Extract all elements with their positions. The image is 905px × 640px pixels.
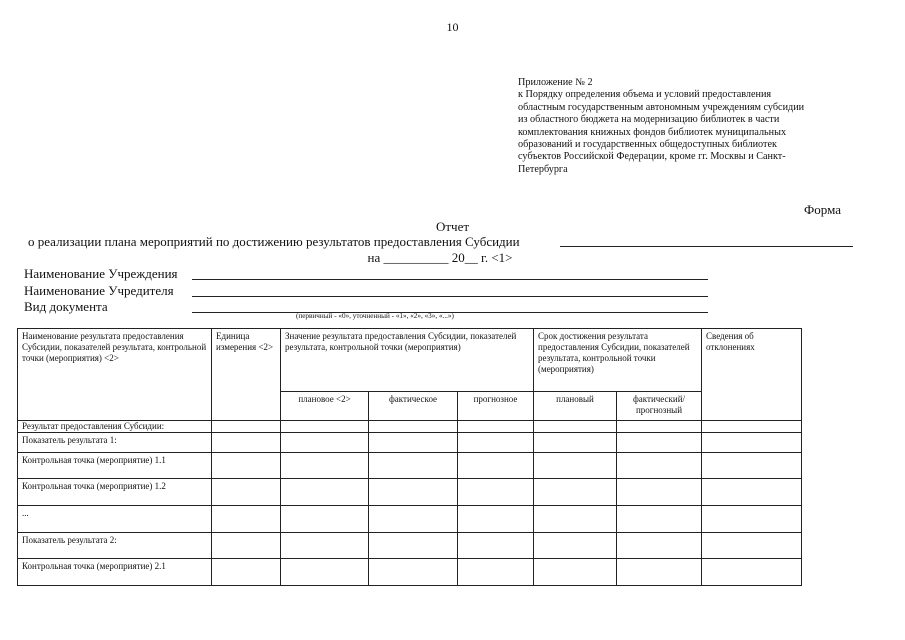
appendix-line: из областного бюджета на модернизацию библиотек в части <box>518 114 780 126</box>
table-cell[interactable] <box>702 559 802 586</box>
row-label: Контрольная точка (мероприятие) 2.1 <box>18 559 212 586</box>
table-cell[interactable] <box>458 479 534 506</box>
table-cell[interactable] <box>617 453 702 479</box>
header-deviations: Сведения об отклонениях <box>702 329 802 421</box>
table-cell[interactable] <box>534 453 617 479</box>
table-cell[interactable] <box>212 433 281 453</box>
institution-field[interactable] <box>192 279 708 280</box>
table-cell[interactable] <box>369 533 458 559</box>
header-actual-value: фактическое <box>369 392 458 421</box>
table-cell[interactable] <box>702 453 802 479</box>
table-cell[interactable] <box>702 433 802 453</box>
table-row <box>18 433 802 453</box>
table-cell[interactable] <box>212 479 281 506</box>
founder-label: Наименование Учредителя <box>24 283 174 298</box>
table-cell[interactable] <box>534 533 617 559</box>
doc-type-note: (первичный - «0», уточненный - «1», «2», «3», «...») <box>296 312 454 320</box>
table-cell[interactable] <box>369 421 458 433</box>
table-cell[interactable] <box>369 453 458 479</box>
table-row <box>18 533 802 559</box>
report-title: Отчет <box>435 219 470 234</box>
table-cell[interactable] <box>281 506 369 533</box>
table-row <box>18 506 802 533</box>
doc-type-label: Вид документа <box>24 299 108 314</box>
table-cell[interactable] <box>281 433 369 453</box>
table-cell[interactable] <box>281 533 369 559</box>
report-table <box>17 328 802 586</box>
table-cell[interactable] <box>369 433 458 453</box>
row-label: Показатель результата 2: <box>18 533 212 559</box>
table-cell[interactable] <box>702 479 802 506</box>
table-cell[interactable] <box>281 453 369 479</box>
table-row <box>18 421 802 433</box>
table-cell[interactable] <box>617 533 702 559</box>
page-number: 10 <box>446 20 459 34</box>
table-cell[interactable] <box>617 506 702 533</box>
header-value-group: Значение результата предоставления Субсидии, показателей результата, контрольной точки (мероприятия) <box>281 329 534 392</box>
table-cell[interactable] <box>281 559 369 586</box>
row-label: Контрольная точка (мероприятие) 1.2 <box>18 479 212 506</box>
row-label: ... <box>18 506 212 533</box>
table-cell[interactable] <box>212 506 281 533</box>
table-cell[interactable] <box>617 479 702 506</box>
table-cell[interactable] <box>702 533 802 559</box>
table-cell[interactable] <box>212 533 281 559</box>
table-cell[interactable] <box>212 421 281 433</box>
appendix-line: к Порядку определения объема и условий предоставления <box>518 89 772 101</box>
row-label: Контрольная точка (мероприятие) 1.1 <box>18 453 212 479</box>
header-result-name: Наименование результата предоставления Субсидии, показателей результата, контрольной точки (мероприятия) <2> <box>18 329 212 421</box>
table-cell[interactable] <box>702 421 802 433</box>
table-cell[interactable] <box>369 479 458 506</box>
report-subtitle: о реализации плана мероприятий по достижению результатов предоставления Субсидии <box>28 234 520 249</box>
table-cell[interactable] <box>458 506 534 533</box>
table-cell[interactable] <box>212 453 281 479</box>
appendix-line: областным государственным автономным учреждениям субсидии <box>518 101 805 113</box>
appendix-line: образований и государственных общедоступных библиотек <box>518 139 777 151</box>
header-actual-forecast-deadline: фактический/ прогнозный <box>617 392 702 421</box>
appendix-line: субъектов Российской Федерации, кроме гг. Москвы и Санкт- <box>518 151 786 163</box>
table-cell[interactable] <box>458 421 534 433</box>
table-cell[interactable] <box>702 506 802 533</box>
table-cell[interactable] <box>458 559 534 586</box>
header-planned-deadline: плановый <box>534 392 617 421</box>
row-label: Результат предоставления Субсидии: <box>18 421 212 433</box>
header-forecast-value: прогнозное <box>458 392 534 421</box>
table-cell[interactable] <box>617 421 702 433</box>
appendix-line: Петербурга <box>518 163 568 175</box>
institution-label: Наименование Учреждения <box>24 266 178 281</box>
table-cell[interactable] <box>534 421 617 433</box>
header-unit: Единица измерения <2> <box>212 329 281 421</box>
header-planned-value: плановое <2> <box>281 392 369 421</box>
table-cell[interactable] <box>458 533 534 559</box>
form-label: Форма <box>804 202 841 217</box>
appendix-block <box>518 77 858 176</box>
row-label: Показатель результата 1: <box>18 433 212 453</box>
founder-field[interactable] <box>192 296 708 297</box>
table-cell[interactable] <box>369 506 458 533</box>
table-row <box>18 479 802 506</box>
report-date-line: на __________ 20__ г. <1> <box>367 250 513 265</box>
table-cell[interactable] <box>458 433 534 453</box>
table-cell[interactable] <box>534 559 617 586</box>
table-cell[interactable] <box>369 559 458 586</box>
table-cell[interactable] <box>458 453 534 479</box>
table-row <box>18 453 802 479</box>
table-cell[interactable] <box>617 559 702 586</box>
table-cell[interactable] <box>617 433 702 453</box>
table-cell[interactable] <box>534 479 617 506</box>
header-deadline-group: Срок достижения результата предоставления Субсидии, показателей результата, контрольной точки (мероприятия) <box>534 329 702 392</box>
appendix-line: комплектования книжных фондов библиотек муниципальных <box>518 126 787 138</box>
appendix-line: Приложение № 2 <box>518 77 593 88</box>
table-cell[interactable] <box>534 433 617 453</box>
subsidy-name-blank[interactable] <box>560 246 853 247</box>
table-cell[interactable] <box>534 506 617 533</box>
table-row <box>18 559 802 586</box>
table-cell[interactable] <box>281 421 369 433</box>
table-cell[interactable] <box>212 559 281 586</box>
table-cell[interactable] <box>281 479 369 506</box>
